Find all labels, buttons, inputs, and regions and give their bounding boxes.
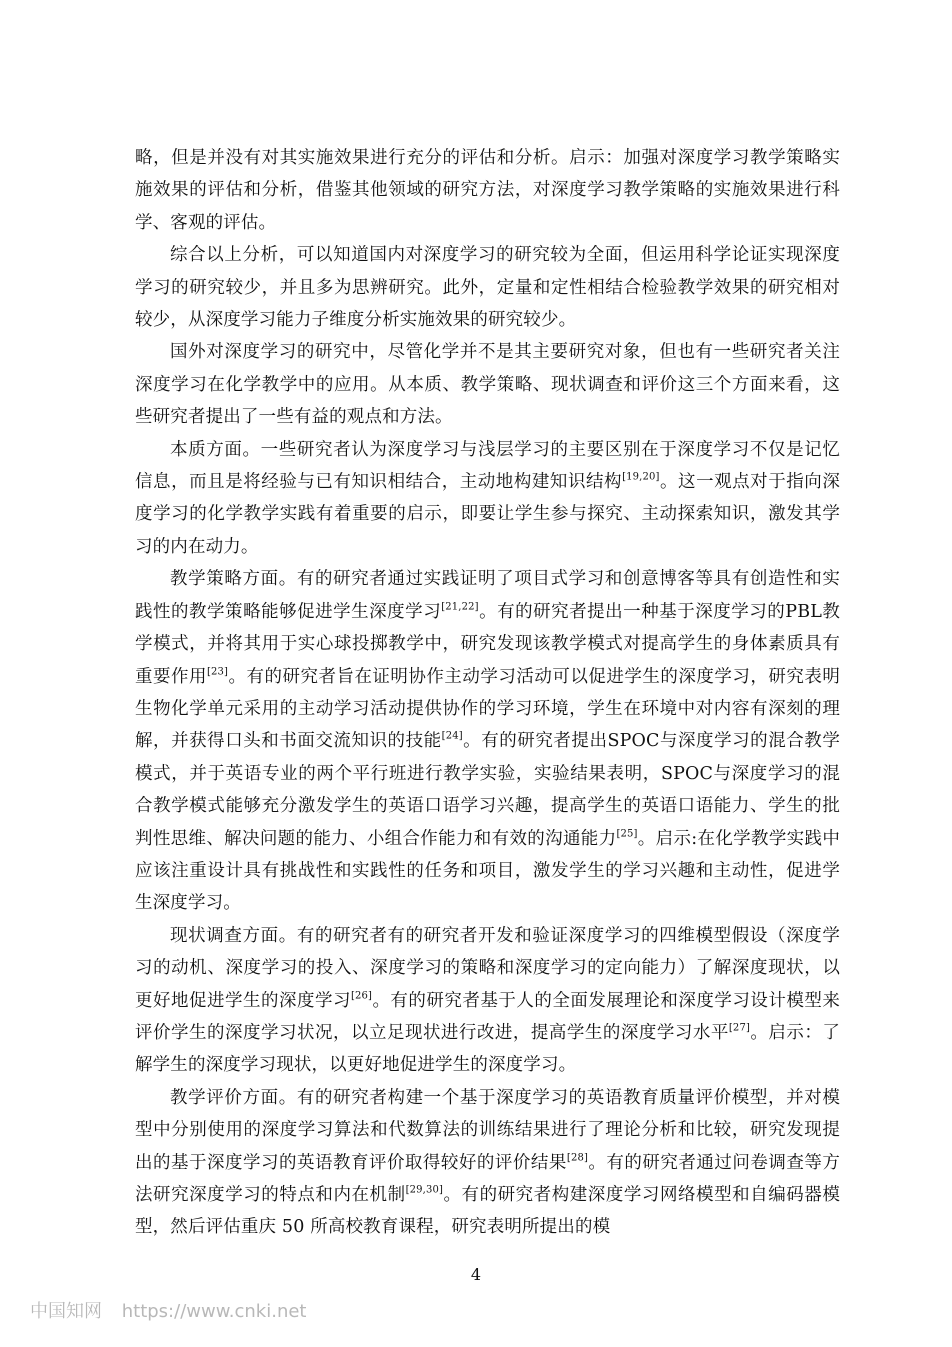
paragraph [135, 563, 840, 919]
paragraph-text: 。启示:在化学教学实践中应该注重设计具有挑战性和实践性的任务和项目，激发学生的学习兴趣和主动性，促进学生深度学习。 [135, 828, 840, 914]
watermark-brand: 中国知网 [30, 1301, 102, 1322]
page-body [135, 142, 840, 1244]
paragraph [135, 434, 840, 564]
paragraph-text: 。有的研究者基于人的全面发展理论和深度学习设计模型来评价学生的深度学习状况，以立足现状进行改进，提高学生的深度学习水平 [135, 990, 840, 1043]
paragraph-lead: 教学评价方面。 [170, 1087, 297, 1108]
paragraph [135, 142, 840, 239]
paragraph-text: 有的研究者有的研究者开发和验证深度学习的四维模型假设（深度学习的动机、深度学习的投入、深度学习的策略和深度学习的定向能力）了解深度现状，以更好地促进学生的深度学习 [135, 925, 840, 1011]
citation-ref: [29,30] [405, 1184, 444, 1196]
paragraph-text: 。有的研究者提出一种基于深度学习的PBL教学模式，并将其用于实心球投掷教学中，研究发现该教学模式对提高学生的身体素质具有重要作用 [135, 601, 840, 687]
paragraph-text: 略，但是并没有对其实施效果进行充分的评估和分析。启示：加强对深度学习教学策略实施效果的评估和分析，借鉴其他领域的研究方法，对深度学习教学策略的实施效果进行科学、客观的评估。 [135, 148, 840, 233]
citation-ref: [27] [728, 1022, 751, 1034]
paragraph-text: 有的研究者通过实践证明了项目式学习和创意博客等具有创造性和实践性的教学策略能够促进学生深度学习 [135, 569, 840, 622]
citation-ref: [26] [350, 990, 373, 1002]
watermark-url: https://www.cnki.net [121, 1301, 307, 1322]
paragraph-text: 国外对深度学习的研究中，尽管化学并不是其主要研究对象，但也有一些研究者关注深度学习在化学教学中的应用。从本质、教学策略、现状调查和评价这三个方面来看，这些研究者提出了一些有益的观点和方法。 [135, 342, 840, 428]
paragraph [135, 239, 840, 336]
paragraph-text: 。有的研究者构建深度学习网络模型和自编码器模型，然后评估重庆 50 所高校教育课程，研究表明所提出的模 [135, 1185, 840, 1238]
citation-ref: [24] [441, 730, 463, 742]
paragraph-lead: 现状调查方面。 [170, 925, 297, 946]
citation-ref: [28] [566, 1152, 589, 1164]
citation-ref: [19,20] [622, 471, 660, 483]
paragraph-text: 。有的研究者通过问卷调查等方法研究深度学习的特点和内在机制 [135, 1152, 840, 1205]
paragraph [135, 1082, 840, 1244]
paragraph-lead: 本质方面。 [170, 439, 261, 460]
citation-ref: [25] [616, 828, 638, 840]
paragraph [135, 336, 840, 433]
paragraph-text: 。这一观点对于指向深度学习的化学教学实践有着重要的启示，即要让学生参与探究、主动探索知识，激发其学习的内在动力。 [135, 472, 840, 557]
cnki-watermark [30, 1297, 306, 1323]
paragraph-lead: 教学策略方面。 [170, 569, 297, 590]
paragraph [135, 920, 840, 1082]
paragraph-text: 。有的研究者提出SPOC与深度学习的混合教学模式，并于英语专业的两个平行班进行教学实验，实验结果表明，SPOC与深度学习的混合教学模式能够充分激发学生的英语口语学习兴趣，提高学生的英语口语能力、学生的批判性思维、解决问题的能力、小组合作能力和有效的沟通能力 [135, 731, 840, 849]
paragraph-text: 综合以上分析，可以知道国内对深度学习的研究较为全面，但运用科学论证实现深度学习的研究较少，并且多为思辨研究。此外，定量和定性相结合检验教学效果的研究相对较少，从深度学习能力子维度分析实施效果的研究较少。 [135, 245, 840, 331]
paragraph-text: 。启示：了解学生的深度学习现状，以更好地促进学生的深度学习。 [135, 1022, 840, 1076]
citation-ref: [21,22] [441, 601, 479, 613]
paragraph-text: 一些研究者认为深度学习与浅层学习的主要区别在于深度学习不仅是记忆信息，而且是将经验与已有知识相结合，主动地构建知识结构 [135, 439, 840, 493]
paragraph-text: 。有的研究者旨在证明协作主动学习活动可以促进学生的深度学习，研究表明生物化学单元采用的主动学习活动提供协作的学习环境，学生在环境中对内容有深刻的理解，并获得口头和书面交流知识的技能 [135, 666, 840, 752]
citation-ref: [23] [206, 666, 229, 677]
paragraph-text: 有的研究者构建一个基于深度学习的英语教育质量评价模型，并对模型中分别使用的深度学习算法和代数算法的训练结果进行了理论分析和比较，研究发现提出的基于深度学习的英语教育评价取得较好的评价结果 [135, 1087, 840, 1173]
page-number: 4 [470, 1265, 482, 1284]
